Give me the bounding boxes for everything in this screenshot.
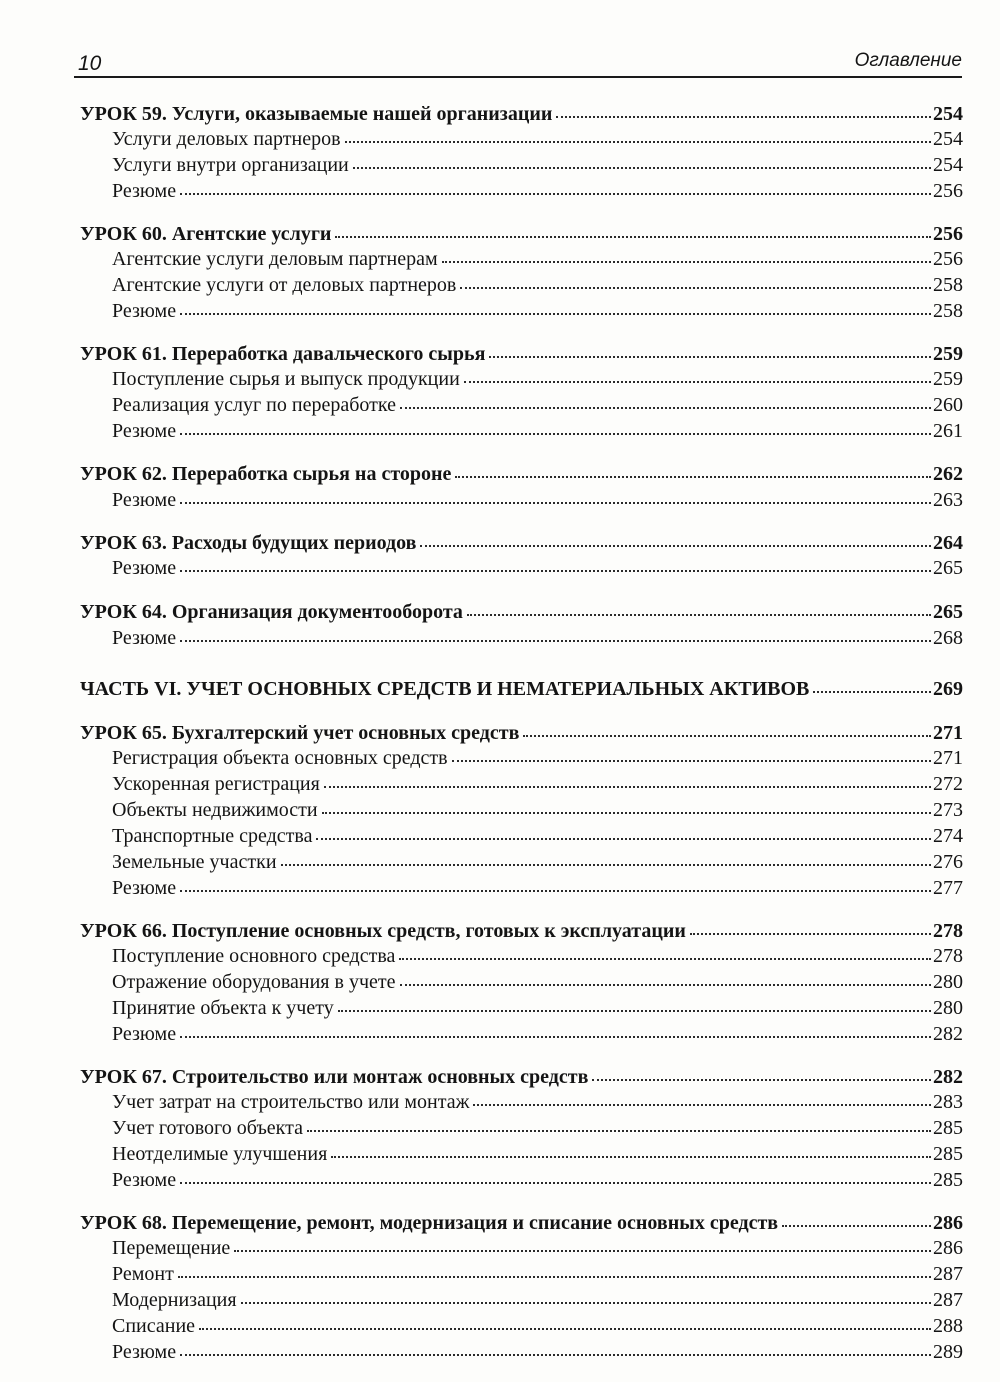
- toc-page-number: 264: [933, 532, 963, 554]
- toc-lesson-heading: [80, 722, 963, 748]
- toc-subentry: [112, 1237, 963, 1263]
- toc-page-number: 256: [933, 248, 963, 270]
- toc-subentry: [112, 180, 963, 206]
- toc-entry-title: Учет затрат на строительство или монтаж: [112, 1091, 470, 1113]
- toc-subentry: [112, 1263, 963, 1289]
- toc-page-number: 263: [933, 489, 963, 511]
- toc-subentry: [112, 1091, 963, 1117]
- toc-lesson-heading: [80, 1212, 963, 1238]
- dot-leader: [442, 255, 931, 263]
- toc-page-number: 276: [933, 851, 963, 873]
- toc-entry-title: Перемещение: [112, 1237, 231, 1259]
- toc-subentry: [112, 394, 963, 420]
- toc-lesson-heading: [80, 1066, 963, 1092]
- toc-subentry: [112, 825, 963, 851]
- toc-page-number: 254: [933, 128, 963, 150]
- toc-subentry: [112, 1289, 963, 1315]
- toc-page-number: 278: [933, 920, 963, 942]
- dot-leader: [400, 401, 931, 409]
- toc-page-number: 268: [933, 627, 963, 649]
- toc-page-number: 289: [933, 1341, 963, 1363]
- toc-page-number: 271: [933, 747, 963, 769]
- dot-leader: [307, 1124, 931, 1132]
- toc-lesson-heading: [80, 463, 963, 489]
- dot-leader: [322, 806, 931, 814]
- toc-page-number: 262: [933, 463, 963, 485]
- toc-entry-title: ЧАСТЬ VI. УЧЕТ ОСНОВНЫХ СРЕДСТВ И НЕМАТЕРИАЛЬНЫХ АКТИВОВ: [80, 678, 810, 700]
- toc-page-number: 287: [933, 1289, 963, 1311]
- dot-leader: [523, 729, 931, 737]
- dot-leader: [180, 884, 931, 892]
- toc-subentry: [112, 997, 963, 1023]
- toc-page-number: 269: [933, 678, 963, 700]
- toc-lesson-heading: [80, 920, 963, 946]
- dot-leader: [331, 1150, 931, 1158]
- toc-subentry: [112, 1169, 963, 1195]
- toc-entry-title: Списание: [112, 1315, 196, 1337]
- toc-entry-title: Поступление сырья и выпуск продукции: [112, 368, 460, 390]
- toc-lesson-heading: [80, 532, 963, 558]
- toc-entry-title: УРОК 65. Бухгалтерский учет основных средств: [80, 722, 520, 744]
- toc-part-heading: [80, 678, 963, 704]
- dot-leader: [353, 161, 931, 169]
- dot-leader: [180, 1030, 931, 1038]
- toc-page-number: 256: [933, 223, 963, 245]
- toc-page-number: 288: [933, 1315, 963, 1337]
- toc-page-number: 280: [933, 971, 963, 993]
- toc-entry-title: Ускоренная регистрация: [112, 773, 320, 795]
- toc-subentry: [112, 627, 963, 653]
- toc-subentry: [112, 971, 963, 997]
- dot-leader: [234, 1244, 931, 1252]
- toc-page-number: 285: [933, 1117, 963, 1139]
- toc-page-number: 258: [933, 300, 963, 322]
- toc-subentry: [112, 154, 963, 180]
- toc-subentry: [112, 128, 963, 154]
- toc-entry-title: Резюме: [112, 1023, 177, 1045]
- toc-page-number: 254: [933, 154, 963, 176]
- dot-leader: [199, 1322, 931, 1330]
- toc-entry-title: Резюме: [112, 300, 177, 322]
- toc-page-number: 254: [933, 103, 963, 125]
- page-header: [74, 44, 962, 78]
- dot-leader: [420, 539, 931, 547]
- toc-page-number: 283: [933, 1091, 963, 1113]
- toc-page-number: 282: [933, 1023, 963, 1045]
- dot-leader: [464, 375, 931, 383]
- toc-subentry: [112, 1341, 963, 1367]
- toc-entry-title: Принятие объекта к учету: [112, 997, 334, 1019]
- toc-subentry: [112, 420, 963, 446]
- dot-leader: [452, 754, 931, 762]
- toc-entry-title: Земельные участки: [112, 851, 277, 873]
- dot-leader: [460, 281, 931, 289]
- dot-leader: [180, 187, 931, 195]
- dot-leader: [782, 1219, 931, 1227]
- toc-entry-title: Объекты недвижимости: [112, 799, 318, 821]
- toc-page-number: 256: [933, 180, 963, 202]
- toc-entry-title: Регистрация объекта основных средств: [112, 747, 448, 769]
- dot-leader: [400, 978, 931, 986]
- dot-leader: [690, 927, 931, 935]
- toc-subentry: [112, 851, 963, 877]
- toc-subentry: [112, 368, 963, 394]
- toc-entry-title: Резюме: [112, 489, 177, 511]
- toc-entry-title: УРОК 67. Строительство или монтаж основных средств: [80, 1066, 589, 1088]
- dot-leader: [345, 135, 931, 143]
- toc-subentry: [112, 489, 963, 515]
- toc-entry-title: УРОК 64. Организация документооборота: [80, 601, 463, 623]
- toc-subentry: [112, 945, 963, 971]
- toc-entry-title: Резюме: [112, 180, 177, 202]
- toc-subentry: [112, 747, 963, 773]
- dot-leader: [335, 230, 931, 238]
- toc-page-number: 280: [933, 997, 963, 1019]
- toc-subentry: [112, 300, 963, 326]
- dot-leader: [281, 858, 931, 866]
- dot-leader: [180, 1176, 931, 1184]
- toc-page-number: 259: [933, 343, 963, 365]
- dot-leader: [455, 470, 931, 478]
- toc-entry-title: Ремонт: [112, 1263, 174, 1285]
- toc-entry-title: Резюме: [112, 1341, 177, 1363]
- dot-leader: [489, 350, 931, 358]
- toc-entry-title: Реализация услуг по переработке: [112, 394, 396, 416]
- dot-leader: [180, 1348, 931, 1356]
- toc-entry-title: Транспортные средства: [112, 825, 313, 847]
- toc-entry-title: УРОК 61. Переработка давальческого сырья: [80, 343, 486, 365]
- toc-page-number: 278: [933, 945, 963, 967]
- toc-entry-title: УРОК 63. Расходы будущих периодов: [80, 532, 417, 554]
- dot-leader: [556, 110, 931, 118]
- toc-page-number: 277: [933, 877, 963, 899]
- toc-page-number: 282: [933, 1066, 963, 1088]
- toc-page-number: 274: [933, 825, 963, 847]
- toc-lesson-heading: [80, 343, 963, 369]
- toc-entry-title: УРОК 59. Услуги, оказываемые нашей организации: [80, 103, 553, 125]
- running-section-title: Оглавление: [854, 50, 962, 71]
- toc-entry-title: Отражение оборудования в учете: [112, 971, 396, 993]
- toc-entry-title: Агентские услуги от деловых партнеров: [112, 274, 457, 296]
- dot-leader: [473, 1098, 931, 1106]
- toc-subentry: [112, 1117, 963, 1143]
- toc-entry-title: Резюме: [112, 557, 177, 579]
- toc-entry-title: Резюме: [112, 1169, 177, 1191]
- dot-leader: [180, 496, 931, 504]
- toc-page-number: 272: [933, 773, 963, 795]
- toc-page-number: 271: [933, 722, 963, 744]
- toc-subentry: [112, 557, 963, 583]
- dot-leader: [467, 608, 931, 616]
- toc-subentry: [112, 1315, 963, 1341]
- toc-page-number: 258: [933, 274, 963, 296]
- toc-entry-title: Услуги деловых партнеров: [112, 128, 341, 150]
- dot-leader: [316, 832, 931, 840]
- dot-leader: [592, 1073, 931, 1081]
- toc-lesson-heading: [80, 601, 963, 627]
- toc-entry-title: Резюме: [112, 420, 177, 442]
- toc-page-number: 287: [933, 1263, 963, 1285]
- toc-entry-title: УРОК 62. Переработка сырья на стороне: [80, 463, 452, 485]
- toc-subentry: [112, 877, 963, 903]
- toc-entry-title: Агентские услуги деловым партнерам: [112, 248, 438, 270]
- toc-entry-title: Услуги внутри организации: [112, 154, 349, 176]
- toc-page-number: 265: [933, 601, 963, 623]
- toc-entry-title: УРОК 60. Агентские услуги: [80, 223, 332, 245]
- toc-entry-title: Резюме: [112, 627, 177, 649]
- dot-leader: [338, 1004, 931, 1012]
- toc-page-number: 285: [933, 1169, 963, 1191]
- dot-leader: [180, 427, 931, 435]
- toc-subentry: [112, 1143, 963, 1169]
- toc-subentry: [112, 248, 963, 274]
- page-number: 10: [78, 52, 102, 75]
- toc-page-number: 259: [933, 368, 963, 390]
- dot-leader: [180, 307, 931, 315]
- dot-leader: [399, 952, 931, 960]
- toc-page-number: 286: [933, 1212, 963, 1234]
- toc-entry-title: Модернизация: [112, 1289, 237, 1311]
- toc-subentry: [112, 799, 963, 825]
- toc-entry-title: Поступление основного средства: [112, 945, 396, 967]
- dot-leader: [324, 780, 931, 788]
- toc-page-number: 265: [933, 557, 963, 579]
- toc-subentry: [112, 773, 963, 799]
- dot-leader: [180, 634, 931, 642]
- toc-entry-title: Неотделимые улучшения: [112, 1143, 328, 1165]
- toc-entry-title: УРОК 66. Поступление основных средств, готовых к эксплуатации: [80, 920, 686, 942]
- toc-entry-title: УРОК 68. Перемещение, ремонт, модернизация и списание основных средств: [80, 1212, 779, 1234]
- dot-leader: [813, 685, 931, 693]
- toc-entry-title: Резюме: [112, 877, 177, 899]
- toc-page-number: 285: [933, 1143, 963, 1165]
- toc-page-number: 261: [933, 420, 963, 442]
- toc-page-number: 273: [933, 799, 963, 821]
- toc-entry-title: Учет готового объекта: [112, 1117, 303, 1139]
- toc-page-number: 260: [933, 394, 963, 416]
- toc-lesson-heading: [80, 223, 963, 249]
- toc-page-number: 286: [933, 1237, 963, 1259]
- dot-leader: [180, 564, 931, 572]
- dot-leader: [241, 1296, 931, 1304]
- toc-subentry: [112, 1023, 963, 1049]
- toc-lesson-heading: [80, 103, 963, 129]
- toc-subentry: [112, 274, 963, 300]
- dot-leader: [178, 1270, 931, 1278]
